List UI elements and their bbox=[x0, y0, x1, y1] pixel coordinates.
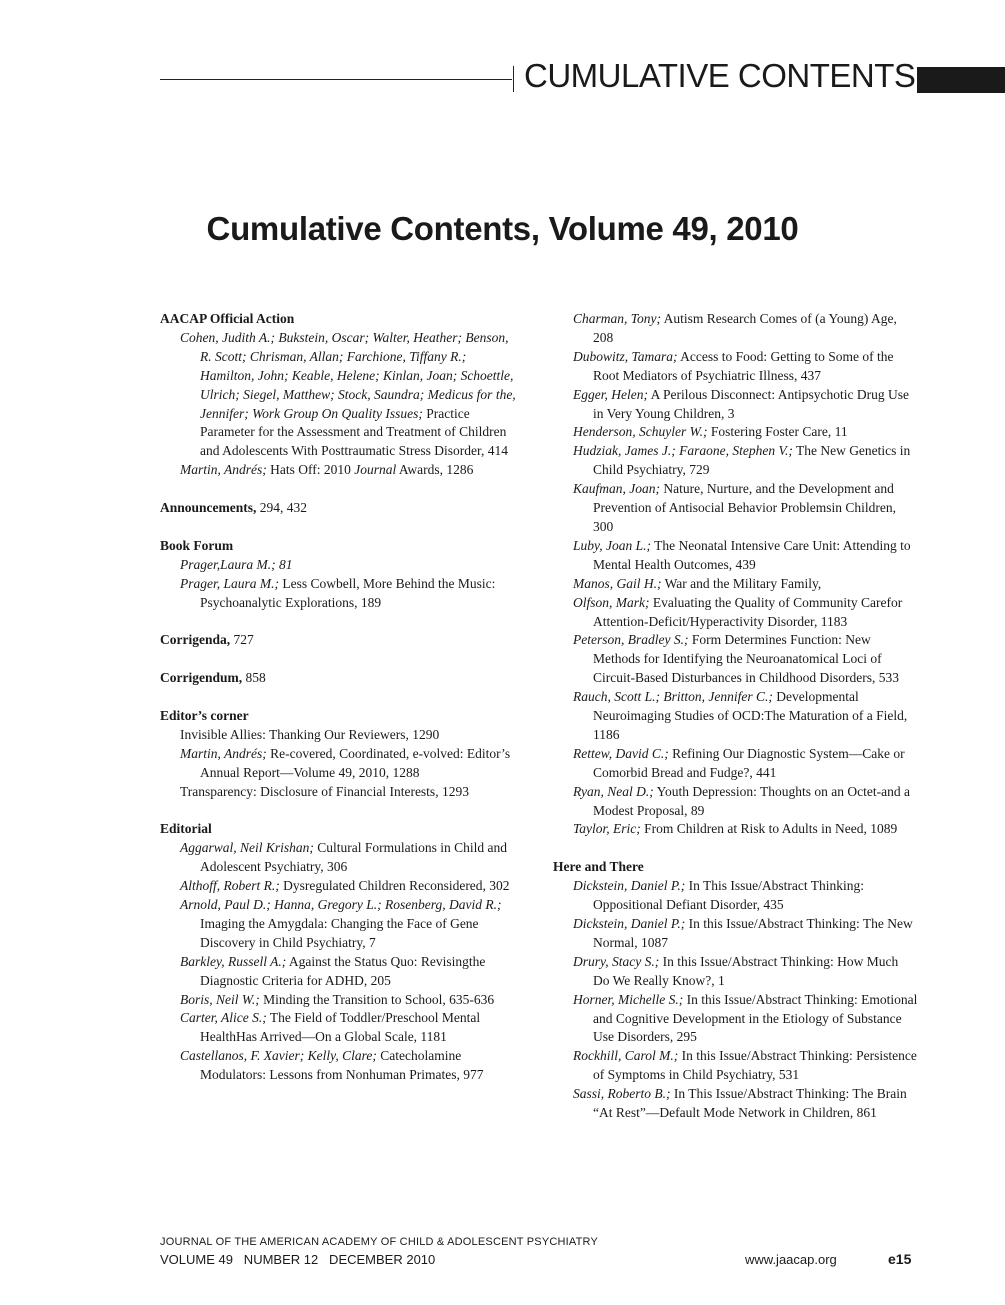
toc-entry bbox=[160, 575, 520, 613]
entry-authors: Egger, Helen; bbox=[573, 386, 648, 402]
entry-title: Practice Parameter for the Assessment and Treatment of Children and Adolescents With Posttraumatic Stress Disorder, 414 bbox=[200, 405, 509, 459]
toc-entry bbox=[160, 839, 520, 877]
entry-authors: Barkley, Russell A.; bbox=[180, 953, 287, 969]
entry-authors: Boris, Neil W.; bbox=[180, 991, 260, 1007]
toc-entry bbox=[160, 1047, 520, 1085]
toc-entry bbox=[553, 386, 918, 424]
entry-authors: Martin, Andrés; bbox=[180, 745, 267, 761]
toc-entry bbox=[553, 423, 918, 442]
entry-title: Transparency: Disclosure of Financial Interests, 1293 bbox=[180, 783, 469, 799]
entry-title: In This Issue/Abstract Thinking: The Brain “At Rest”—Default Mode Network in Children, 861 bbox=[593, 1086, 907, 1121]
toc-entry bbox=[160, 745, 520, 783]
entry-authors: Rauch, Scott L.; Britton, Jennifer C.; bbox=[573, 689, 773, 705]
section-heading: Editorial bbox=[160, 821, 212, 837]
footer-url[interactable]: www.jaacap.org bbox=[745, 1252, 837, 1267]
entry-title: Re-covered, Coordinated, e-volved: Editor’s Annual Report—Volume 49, 2010, 1288 bbox=[200, 745, 511, 780]
entry-title: In This Issue/Abstract Thinking: Oppositional Defiant Disorder, 435 bbox=[593, 878, 864, 913]
entry-title: Hats Off: 2010 bbox=[266, 462, 355, 478]
left-column bbox=[160, 310, 520, 1104]
section-heading-line bbox=[160, 820, 520, 839]
toc-entry bbox=[553, 688, 918, 745]
toc-entry bbox=[553, 915, 918, 953]
entry-authors: Althoff, Robert R.; bbox=[180, 878, 280, 894]
entry-authors: Aggarwal, Neil Krishan; bbox=[180, 840, 314, 856]
entry-authors: Drury, Stacy S.; bbox=[573, 953, 660, 969]
section-heading-line bbox=[160, 499, 520, 518]
toc-entry bbox=[160, 953, 520, 991]
toc-section bbox=[160, 820, 520, 1085]
entry-title: From Children at Risk to Adults in Need, 1089 bbox=[640, 821, 898, 837]
page-title: Cumulative Contents, Volume 49, 2010 bbox=[206, 210, 799, 247]
toc-section bbox=[160, 499, 520, 518]
toc-entry bbox=[553, 442, 918, 480]
entry-authors: Prager, Laura M.; bbox=[180, 575, 280, 591]
entry-authors: Taylor, Eric; bbox=[573, 821, 641, 837]
entry-authors: Dickstein, Daniel P.; bbox=[573, 915, 686, 931]
section-heading-line bbox=[553, 858, 918, 877]
entry-title: Fostering Foster Care, 11 bbox=[707, 424, 848, 440]
toc-entry bbox=[553, 480, 918, 537]
toc-entry bbox=[160, 877, 520, 896]
section-heading-line bbox=[160, 669, 520, 688]
section-heading: Here and There bbox=[553, 859, 644, 875]
entry-authors: Prager,Laura M.; 81 bbox=[180, 556, 293, 572]
toc-entry bbox=[553, 631, 918, 688]
entry-authors: Hudziak, James J.; Faraone, Stephen V.; bbox=[573, 443, 793, 459]
section-heading: Announcements, bbox=[160, 500, 257, 516]
footer-journal: JOURNAL OF THE AMERICAN ACADEMY OF CHILD & ADOLESCENT PSYCHIATRY bbox=[160, 1236, 599, 1248]
entry-authors: Henderson, Schuyler W.; bbox=[573, 424, 708, 440]
page-number: e15 bbox=[888, 1251, 912, 1267]
entry-authors: Cohen, Judith A.; Bukstein, Oscar; Walter, Heather; Benson, R. Scott; Chrisman, Allan; Farchione, Tiffany R.; Hamilton, John; Keable, Helene; Kinlan, Joan; Schoettle, Ulrich; Siegel, Matthew; Stock, Saundra; Medicus for the, Jennifer; Work Group On Quality Issues; bbox=[180, 329, 516, 421]
toc-section bbox=[553, 858, 918, 1123]
running-header: CUMULATIVE CONTENTS bbox=[524, 57, 916, 94]
entry-title: Imaging the Amygdala: Changing the Face of Gene Discovery in Child Psychiatry, 7 bbox=[200, 915, 479, 950]
toc-entry bbox=[160, 726, 520, 745]
entry-title: Cultural Formulations in Child and Adolescent Psychiatry, 306 bbox=[200, 840, 508, 875]
entry-authors: Martin, Andrés; bbox=[180, 462, 267, 478]
toc-entry bbox=[553, 537, 918, 575]
toc-entry bbox=[553, 575, 918, 594]
entry-title: Autism Research Comes of (a Young) Age, 208 bbox=[593, 311, 897, 345]
section-heading: AACAP Official Action bbox=[160, 311, 295, 326]
toc-entry bbox=[160, 991, 520, 1010]
entry-title: Evaluating the Quality of Community Carefor Attention-Deficit/Hyperactivity Disorder, 1183 bbox=[593, 594, 903, 629]
toc-entry bbox=[553, 348, 918, 386]
entry-title: Catecholamine Modulators: Lessons from Nonhuman Primates, 977 bbox=[200, 1048, 484, 1083]
toc-section bbox=[160, 707, 520, 802]
toc-entry bbox=[160, 556, 520, 575]
toc-entry bbox=[553, 745, 918, 783]
section-pages: 294, 432 bbox=[256, 500, 308, 516]
entry-title: The Neonatal Intensive Care Unit: Attending to Mental Health Outcomes, 439 bbox=[593, 537, 911, 572]
entry-authors: Dubowitz, Tamara; bbox=[573, 348, 678, 364]
entry-title-rest: Awards, 1286 bbox=[396, 462, 474, 478]
entry-title: The New Genetics in Child Psychiatry, 729 bbox=[593, 443, 911, 478]
section-heading-line bbox=[160, 631, 520, 650]
entry-authors: Carter, Alice S.; bbox=[180, 1010, 267, 1026]
toc-section bbox=[160, 631, 520, 650]
entry-title: Dysregulated Children Reconsidered, 302 bbox=[279, 878, 510, 894]
entry-title: Developmental Neuroimaging Studies of OCD:The Maturation of a Field, 1186 bbox=[593, 689, 908, 742]
toc-section bbox=[160, 537, 520, 613]
entry-title: Youth Depression: Thoughts on an Octet-and a Modest Proposal, 89 bbox=[593, 783, 910, 818]
entry-title: In this Issue/Abstract Thinking: How Much Do We Really Know?, 1 bbox=[593, 953, 899, 988]
header-block bbox=[917, 67, 1005, 93]
entry-authors: Arnold, Paul D.; Hanna, Gregory L.; Rosenberg, David R.; bbox=[180, 897, 502, 912]
entry-authors: Luby, Joan L.; bbox=[573, 537, 652, 553]
toc-entry bbox=[553, 783, 918, 821]
entry-authors: Charman, Tony; bbox=[573, 311, 662, 326]
toc-entry bbox=[553, 310, 918, 348]
toc-entry bbox=[553, 1047, 918, 1085]
toc-entry bbox=[160, 896, 520, 953]
toc-entry bbox=[553, 1085, 918, 1123]
entry-title: Minding the Transition to School, 635-636 bbox=[259, 991, 495, 1007]
section-heading-line bbox=[160, 310, 520, 329]
entry-title: Less Cowbell, More Behind the Music: Psychoanalytic Explorations, 189 bbox=[200, 575, 496, 610]
entry-authors: Horner, Michelle S.; bbox=[573, 991, 684, 1007]
toc-entry bbox=[160, 329, 520, 461]
toc-entry bbox=[553, 877, 918, 915]
entry-authors: Olfson, Mark; bbox=[573, 594, 650, 610]
toc-section bbox=[160, 310, 520, 480]
toc-entry bbox=[160, 461, 520, 480]
section-heading: Book Forum bbox=[160, 537, 234, 553]
footer-issue: VOLUME 49 NUMBER 12 DECEMBER 2010 bbox=[160, 1252, 436, 1267]
entry-authors: Rettew, David C.; bbox=[573, 745, 669, 761]
entry-authors: Dickstein, Daniel P.; bbox=[573, 878, 686, 894]
entry-authors: Manos, Gail H.; bbox=[573, 575, 662, 591]
entry-authors: Ryan, Neal D.; bbox=[573, 783, 654, 799]
entry-title: A Perilous Disconnect: Antipsychotic Drug Use in Very Young Children, 3 bbox=[593, 386, 909, 421]
entry-authors: Rockhill, Carol M.; bbox=[573, 1048, 679, 1064]
toc-entry bbox=[160, 783, 520, 802]
section-pages: 727 bbox=[230, 632, 254, 648]
entry-title: War and the Military Family, bbox=[661, 575, 822, 591]
entry-title: In this Issue/Abstract Thinking: Persistence of Symptoms in Child Psychiatry, 531 bbox=[593, 1048, 917, 1083]
toc-entry bbox=[553, 991, 918, 1048]
section-heading: Editor’s corner bbox=[160, 707, 249, 723]
toc-entry bbox=[553, 820, 918, 839]
entry-title: Refining Our Diagnostic System—Cake or Comorbid Bread and Fudge?, 441 bbox=[593, 745, 905, 780]
toc-section bbox=[553, 310, 918, 839]
toc-section bbox=[160, 669, 520, 688]
section-heading: Corrigenda, bbox=[160, 632, 231, 648]
entry-authors: Sassi, Roberto B.; bbox=[573, 1086, 671, 1102]
entry-title: Nature, Nurture, and the Development and Prevention of Antisocial Behavior Problemsin Children, 300 bbox=[593, 481, 896, 534]
section-heading: Corrigendum, bbox=[160, 670, 243, 686]
entry-title: Invisible Allies: Thanking Our Reviewers, 1290 bbox=[180, 726, 440, 742]
entry-title-italic: Journal bbox=[354, 462, 397, 478]
header-tick bbox=[513, 66, 514, 92]
entry-authors: Castellanos, F. Xavier; Kelly, Clare; bbox=[180, 1048, 377, 1064]
toc-entry bbox=[553, 953, 918, 991]
entry-authors: Kaufman, Joan; bbox=[573, 481, 660, 497]
entry-title: The Field of Toddler/Preschool Mental HealthHas Arrived—On a Global Scale, 1181 bbox=[200, 1010, 481, 1045]
entry-title: Access to Food: Getting to Some of the Root Mediators of Psychiatric Illness, 437 bbox=[593, 348, 894, 383]
entry-authors: Peterson, Bradley S.; bbox=[573, 632, 689, 648]
section-heading-line bbox=[160, 707, 520, 726]
section-pages: 858 bbox=[242, 670, 266, 686]
entry-title: In this Issue/Abstract Thinking: Emotional and Cognitive Development in the Etiology of Substance Use Disorders, 295 bbox=[593, 991, 918, 1045]
toc-entry bbox=[160, 1009, 520, 1047]
entry-title: In this Issue/Abstract Thinking: The New Normal, 1087 bbox=[593, 915, 913, 950]
section-heading-line bbox=[160, 537, 520, 556]
entry-title: Form Determines Function: New Methods for Identifying the Neuroanatomical Loci of Circuit-Based Disturbances in Childhood Disorders, 533 bbox=[593, 632, 899, 686]
entry-title: Against the Status Quo: Revisingthe Diagnostic Criteria for ADHD, 205 bbox=[200, 953, 486, 988]
toc-entry bbox=[553, 594, 918, 632]
header-rule bbox=[160, 79, 512, 80]
right-column bbox=[553, 310, 918, 1142]
